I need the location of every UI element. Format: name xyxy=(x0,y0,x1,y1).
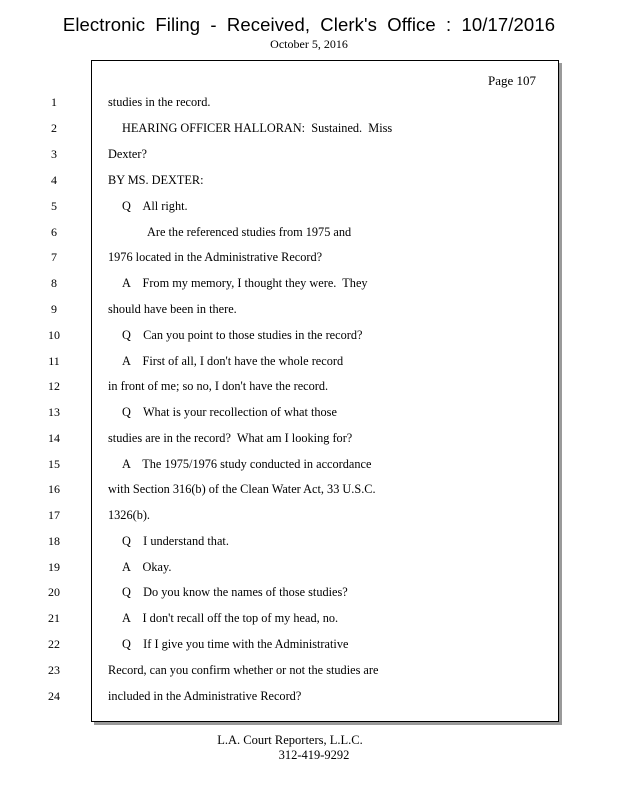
transcript-line: A I don't recall off the top of my head, no. xyxy=(122,611,339,625)
line-number: 16 xyxy=(48,482,60,496)
transcript-line: with Section 316(b) of the Clean Water Act, 33 U.S.C. xyxy=(108,482,376,496)
transcript-line: 1326(b). xyxy=(108,508,151,522)
transcript-line: studies are in the record? What am I looking for? xyxy=(108,431,353,445)
transcript-line: Q Do you know the names of those studies? xyxy=(122,585,348,599)
line-number: 11 xyxy=(48,354,60,368)
transcript-line: BY MS. DEXTER: xyxy=(108,173,204,187)
transcript-line: Q Can you point to those studies in the record? xyxy=(122,328,363,342)
transcript-line: Record, can you confirm whether or not the studies are xyxy=(108,663,379,677)
transcript-line: should have been in there. xyxy=(108,302,237,316)
line-number: 1 xyxy=(51,95,57,109)
line-number: 7 xyxy=(51,250,57,264)
line-number: 6 xyxy=(51,225,57,239)
transcript-line: 1976 located in the Administrative Record? xyxy=(108,250,323,264)
line-number: 5 xyxy=(51,199,57,213)
line-number: 8 xyxy=(51,276,57,290)
line-number: 14 xyxy=(48,431,60,445)
filing-stamp: Electronic Filing - Received, Clerk's Office : 10/17/2016 xyxy=(62,14,556,35)
transcript-line: included in the Administrative Record? xyxy=(108,689,302,703)
line-number: 15 xyxy=(48,457,60,471)
transcript-page xyxy=(48,60,559,722)
transcript-line: A Okay. xyxy=(122,560,172,574)
transcript-line: HEARING OFFICER HALLORAN: Sustained. Miss xyxy=(122,121,393,135)
transcript-line: A First of all, I don't have the whole record xyxy=(122,354,344,368)
line-number: 21 xyxy=(48,611,60,625)
line-number: 9 xyxy=(51,302,57,316)
line-number: 19 xyxy=(48,560,60,574)
transcript-line: studies in the record. xyxy=(108,95,211,109)
transcript-line: Q I understand that. xyxy=(122,534,229,548)
line-number: 3 xyxy=(51,147,57,161)
footer-phone: 312-419-9292 xyxy=(278,748,350,762)
transcript-line: Q If I give you time with the Administrative xyxy=(122,637,349,651)
transcript-line: A From my memory, I thought they were. They xyxy=(122,276,368,290)
line-number: 22 xyxy=(48,637,60,651)
line-number: 18 xyxy=(48,534,60,548)
line-number: 10 xyxy=(48,328,60,342)
line-number: 20 xyxy=(48,585,60,599)
line-number: 17 xyxy=(48,508,60,522)
transcript-line: Are the referenced studies from 1975 and xyxy=(147,225,352,239)
transcript-line: in front of me; so no, I don't have the record. xyxy=(108,379,329,393)
transcript-line: A The 1975/1976 study conducted in accordance xyxy=(122,457,372,471)
line-number: 13 xyxy=(48,405,60,419)
hearing-date: October 5, 2016 xyxy=(270,37,348,51)
footer-company: L.A. Court Reporters, L.L.C. xyxy=(217,733,363,747)
line-number: 23 xyxy=(48,663,60,677)
line-number: 2 xyxy=(51,121,57,135)
transcript-line: Q All right. xyxy=(122,199,188,213)
line-number: 12 xyxy=(48,379,60,393)
transcript-line: Q What is your recollection of what those xyxy=(122,405,337,419)
transcript-line: Dexter? xyxy=(108,147,147,161)
page-number: Page 107 xyxy=(487,73,536,88)
line-number: 4 xyxy=(51,173,57,187)
line-number: 24 xyxy=(48,689,60,703)
